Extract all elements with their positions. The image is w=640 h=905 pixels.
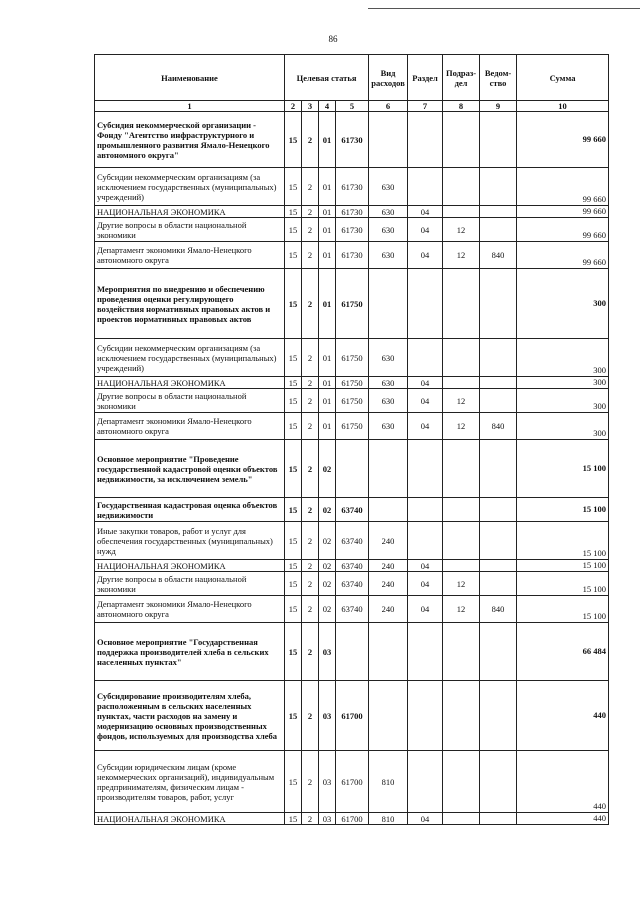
row-sum: 440: [517, 813, 609, 825]
target-code-3: 01: [319, 218, 336, 242]
row-sum: 15 100: [517, 560, 609, 572]
expense-type: [369, 440, 408, 498]
department-code: 840: [480, 242, 517, 269]
target-code-1: 15: [285, 560, 302, 572]
row-sum: 15 100: [517, 498, 609, 522]
row-name: Другие вопросы в области национальной экономики: [95, 572, 285, 596]
target-code-3: 03: [319, 751, 336, 813]
section-code: [408, 440, 443, 498]
target-code-1: 15: [285, 413, 302, 440]
target-code-2: 2: [302, 681, 319, 751]
header-razdel: Раздел: [408, 55, 443, 101]
table-row: [95, 813, 609, 825]
subsection-code: [443, 623, 480, 681]
expense-type: [369, 269, 408, 339]
column-number: 8: [443, 101, 480, 112]
target-code-4: 61730: [336, 206, 369, 218]
expense-type: 630: [369, 206, 408, 218]
expense-type: 810: [369, 751, 408, 813]
expense-type: 630: [369, 242, 408, 269]
table-row: [95, 206, 609, 218]
target-code-4: 61750: [336, 339, 369, 377]
table-row: [95, 269, 609, 339]
subsection-code: [443, 813, 480, 825]
row-sum: 99 660: [517, 112, 609, 168]
row-name: Субсидии юридическим лицам (кроме некоммерческих организаций), индивидуальным предпринимателям, физическим лицам - производителям товаров, работ, услуг: [95, 751, 285, 813]
target-code-4: 61750: [336, 389, 369, 413]
subsection-code: 12: [443, 413, 480, 440]
subsection-code: [443, 269, 480, 339]
target-code-1: 15: [285, 377, 302, 389]
target-code-2: 2: [302, 168, 319, 206]
target-code-4: [336, 623, 369, 681]
department-code: [480, 339, 517, 377]
subsection-code: [443, 206, 480, 218]
column-number: 6: [369, 101, 408, 112]
department-code: [480, 681, 517, 751]
target-code-3: 02: [319, 596, 336, 623]
header-vedomstvo: Ведом-ство: [480, 55, 517, 101]
target-code-1: 15: [285, 206, 302, 218]
section-code: 04: [408, 377, 443, 389]
target-code-4: 61700: [336, 681, 369, 751]
header-row: [95, 55, 609, 101]
department-code: [480, 522, 517, 560]
row-name: Субсидии некоммерческим организациям (за исключением государственных (муниципальных) учреждений): [95, 339, 285, 377]
target-code-1: 15: [285, 112, 302, 168]
expense-type: [369, 681, 408, 751]
target-code-4: 61700: [336, 751, 369, 813]
section-code: [408, 498, 443, 522]
target-code-3: 03: [319, 623, 336, 681]
subsection-code: [443, 522, 480, 560]
row-name: НАЦИОНАЛЬНАЯ ЭКОНОМИКА: [95, 560, 285, 572]
row-name: Субсидирование производителям хлеба, расположенным в сельских населенных пунктах, части расходов на замену и модернизацию основных производственных фондов, используемых для производства хлеба: [95, 681, 285, 751]
expense-type: 240: [369, 596, 408, 623]
subsection-code: 12: [443, 242, 480, 269]
target-code-3: 02: [319, 560, 336, 572]
target-code-4: 61730: [336, 242, 369, 269]
target-code-3: 01: [319, 389, 336, 413]
table-row: [95, 572, 609, 596]
table-row: [95, 413, 609, 440]
header-name: Наименование: [95, 55, 285, 101]
row-name: Иные закупки товаров, работ и услуг для обеспечения государственных (муниципальных) нужд: [95, 522, 285, 560]
department-code: [480, 168, 517, 206]
target-code-3: 01: [319, 413, 336, 440]
target-code-2: 2: [302, 389, 319, 413]
target-code-4: 63740: [336, 498, 369, 522]
target-code-3: 02: [319, 572, 336, 596]
target-code-2: 2: [302, 522, 319, 560]
column-number: 3: [302, 101, 319, 112]
row-name: Другие вопросы в области национальной экономики: [95, 218, 285, 242]
target-code-3: 01: [319, 206, 336, 218]
target-code-1: 15: [285, 813, 302, 825]
target-code-4: 61750: [336, 269, 369, 339]
department-code: [480, 440, 517, 498]
target-code-1: 15: [285, 596, 302, 623]
row-sum: 99 660: [517, 218, 609, 242]
table-row: [95, 242, 609, 269]
row-sum: 66 484: [517, 623, 609, 681]
section-code: 04: [408, 413, 443, 440]
column-number-row: [95, 101, 609, 112]
subsection-code: 12: [443, 572, 480, 596]
row-sum: 440: [517, 681, 609, 751]
column-number: 1: [95, 101, 285, 112]
section-code: 04: [408, 813, 443, 825]
section-code: [408, 269, 443, 339]
subsection-code: [443, 168, 480, 206]
row-sum: 300: [517, 377, 609, 389]
subsection-code: [443, 112, 480, 168]
section-code: 04: [408, 560, 443, 572]
row-name: Департамент экономики Ямало-Ненецкого автономного округа: [95, 413, 285, 440]
row-name: Субсидии некоммерческим организациям (за исключением государственных (муниципальных) учреждений): [95, 168, 285, 206]
target-code-2: 2: [302, 218, 319, 242]
expense-type: 630: [369, 413, 408, 440]
subsection-code: [443, 681, 480, 751]
subsection-code: [443, 377, 480, 389]
target-code-2: 2: [302, 440, 319, 498]
target-code-2: 2: [302, 751, 319, 813]
row-sum: 15 100: [517, 440, 609, 498]
target-code-4: 61730: [336, 218, 369, 242]
table-row: [95, 218, 609, 242]
subsection-code: [443, 498, 480, 522]
expense-type: 240: [369, 522, 408, 560]
page-number: 86: [328, 34, 338, 44]
department-code: [480, 560, 517, 572]
row-sum: 99 660: [517, 242, 609, 269]
target-code-3: 03: [319, 813, 336, 825]
target-code-1: 15: [285, 168, 302, 206]
target-code-4: 61730: [336, 168, 369, 206]
target-code-2: 2: [302, 377, 319, 389]
header-summa: Сумма: [517, 55, 609, 101]
row-sum: 99 660: [517, 168, 609, 206]
target-code-2: 2: [302, 560, 319, 572]
row-sum: 300: [517, 339, 609, 377]
target-code-1: 15: [285, 218, 302, 242]
row-name: НАЦИОНАЛЬНАЯ ЭКОНОМИКА: [95, 377, 285, 389]
department-code: [480, 498, 517, 522]
section-code: [408, 681, 443, 751]
target-code-1: 15: [285, 498, 302, 522]
expense-type: 630: [369, 339, 408, 377]
top-rule: [368, 8, 640, 9]
target-code-3: 01: [319, 269, 336, 339]
row-sum: 440: [517, 751, 609, 813]
section-code: 04: [408, 206, 443, 218]
row-sum: 300: [517, 269, 609, 339]
target-code-4: 63740: [336, 560, 369, 572]
target-code-3: 01: [319, 112, 336, 168]
table-row: [95, 112, 609, 168]
row-name: Департамент экономики Ямало-Ненецкого автономного округа: [95, 242, 285, 269]
table-row: [95, 498, 609, 522]
target-code-4: 63740: [336, 596, 369, 623]
table-row: [95, 440, 609, 498]
row-sum: 15 100: [517, 572, 609, 596]
target-code-1: 15: [285, 339, 302, 377]
target-code-3: 02: [319, 440, 336, 498]
target-code-1: 15: [285, 572, 302, 596]
target-code-3: 01: [319, 377, 336, 389]
section-code: [408, 339, 443, 377]
section-code: [408, 751, 443, 813]
column-number: 9: [480, 101, 517, 112]
target-code-2: 2: [302, 623, 319, 681]
column-number: 7: [408, 101, 443, 112]
target-code-1: 15: [285, 681, 302, 751]
subsection-code: [443, 339, 480, 377]
section-code: [408, 623, 443, 681]
row-name: Основное мероприятие "Проведение государственной кадастровой оценки объектов недвижимости, за исключением земель": [95, 440, 285, 498]
section-code: [408, 168, 443, 206]
target-code-4: 63740: [336, 572, 369, 596]
row-sum: 15 100: [517, 596, 609, 623]
table-row: [95, 596, 609, 623]
section-code: [408, 522, 443, 560]
department-code: [480, 206, 517, 218]
table-row: [95, 339, 609, 377]
row-sum: 99 660: [517, 206, 609, 218]
row-name: Государственная кадастровая оценка объектов недвижимости: [95, 498, 285, 522]
column-number: 2: [285, 101, 302, 112]
row-name: НАЦИОНАЛЬНАЯ ЭКОНОМИКА: [95, 206, 285, 218]
section-code: 04: [408, 389, 443, 413]
expense-type: 810: [369, 813, 408, 825]
header-vid: Вид расходов: [369, 55, 408, 101]
target-code-4: 61750: [336, 413, 369, 440]
table-body: [95, 112, 609, 825]
row-name: Другие вопросы в области национальной экономики: [95, 389, 285, 413]
target-code-3: 02: [319, 498, 336, 522]
target-code-2: 2: [302, 498, 319, 522]
row-sum: 300: [517, 389, 609, 413]
target-code-2: 2: [302, 813, 319, 825]
table-row: [95, 560, 609, 572]
row-name: Департамент экономики Ямало-Ненецкого автономного округа: [95, 596, 285, 623]
department-code: [480, 813, 517, 825]
table-row: [95, 751, 609, 813]
table-row: [95, 168, 609, 206]
target-code-4: 63740: [336, 522, 369, 560]
target-code-1: 15: [285, 522, 302, 560]
target-code-4: 61700: [336, 813, 369, 825]
row-sum: 300: [517, 413, 609, 440]
department-code: [480, 623, 517, 681]
target-code-4: 61730: [336, 112, 369, 168]
target-code-1: 15: [285, 269, 302, 339]
department-code: [480, 218, 517, 242]
target-code-2: 2: [302, 572, 319, 596]
header-target: Целевая статья: [285, 55, 369, 101]
section-code: [408, 112, 443, 168]
expense-type: 630: [369, 389, 408, 413]
target-code-3: 03: [319, 681, 336, 751]
target-code-1: 15: [285, 440, 302, 498]
row-name: Субсидия некоммерческой организации - Фонду "Агентство инфраструктурного и промышленного развития Ямало-Ненецкого автономного округа": [95, 112, 285, 168]
expense-type: 630: [369, 168, 408, 206]
subsection-code: 12: [443, 218, 480, 242]
table-row: [95, 681, 609, 751]
target-code-2: 2: [302, 242, 319, 269]
budget-table: [94, 54, 609, 825]
target-code-2: 2: [302, 112, 319, 168]
target-code-3: 01: [319, 339, 336, 377]
subsection-code: 12: [443, 596, 480, 623]
table-row: [95, 377, 609, 389]
target-code-1: 15: [285, 751, 302, 813]
department-code: 840: [480, 596, 517, 623]
target-code-4: [336, 440, 369, 498]
expense-type: [369, 112, 408, 168]
target-code-2: 2: [302, 206, 319, 218]
section-code: 04: [408, 218, 443, 242]
department-code: 840: [480, 413, 517, 440]
subsection-code: [443, 751, 480, 813]
department-code: [480, 377, 517, 389]
subsection-code: [443, 440, 480, 498]
target-code-3: 01: [319, 242, 336, 269]
target-code-1: 15: [285, 389, 302, 413]
row-sum: 15 100: [517, 522, 609, 560]
subsection-code: [443, 560, 480, 572]
row-name: НАЦИОНАЛЬНАЯ ЭКОНОМИКА: [95, 813, 285, 825]
target-code-2: 2: [302, 413, 319, 440]
department-code: [480, 572, 517, 596]
target-code-2: 2: [302, 269, 319, 339]
department-code: [480, 389, 517, 413]
target-code-2: 2: [302, 339, 319, 377]
table-row: [95, 623, 609, 681]
target-code-2: 2: [302, 596, 319, 623]
expense-type: [369, 623, 408, 681]
expense-type: 630: [369, 218, 408, 242]
expense-type: 630: [369, 377, 408, 389]
expense-type: 240: [369, 560, 408, 572]
department-code: [480, 751, 517, 813]
table-row: [95, 389, 609, 413]
row-name: Мероприятия по внедрению и обеспечению проведения оценки регулирующего воздействия нормативных правовых актов и проектов нормативных правовых актов: [95, 269, 285, 339]
target-code-3: 01: [319, 168, 336, 206]
column-number: 4: [319, 101, 336, 112]
target-code-1: 15: [285, 242, 302, 269]
column-number: 10: [517, 101, 609, 112]
section-code: 04: [408, 596, 443, 623]
department-code: [480, 269, 517, 339]
table-row: [95, 522, 609, 560]
target-code-1: 15: [285, 623, 302, 681]
expense-type: 240: [369, 572, 408, 596]
section-code: 04: [408, 572, 443, 596]
section-code: 04: [408, 242, 443, 269]
row-name: Основное мероприятие "Государственная поддержка производителей хлеба в сельских населенных пунктах": [95, 623, 285, 681]
target-code-4: 61750: [336, 377, 369, 389]
column-number: 5: [336, 101, 369, 112]
header-podrazdel: Подраз-дел: [443, 55, 480, 101]
subsection-code: 12: [443, 389, 480, 413]
department-code: [480, 112, 517, 168]
expense-type: [369, 498, 408, 522]
target-code-3: 02: [319, 522, 336, 560]
